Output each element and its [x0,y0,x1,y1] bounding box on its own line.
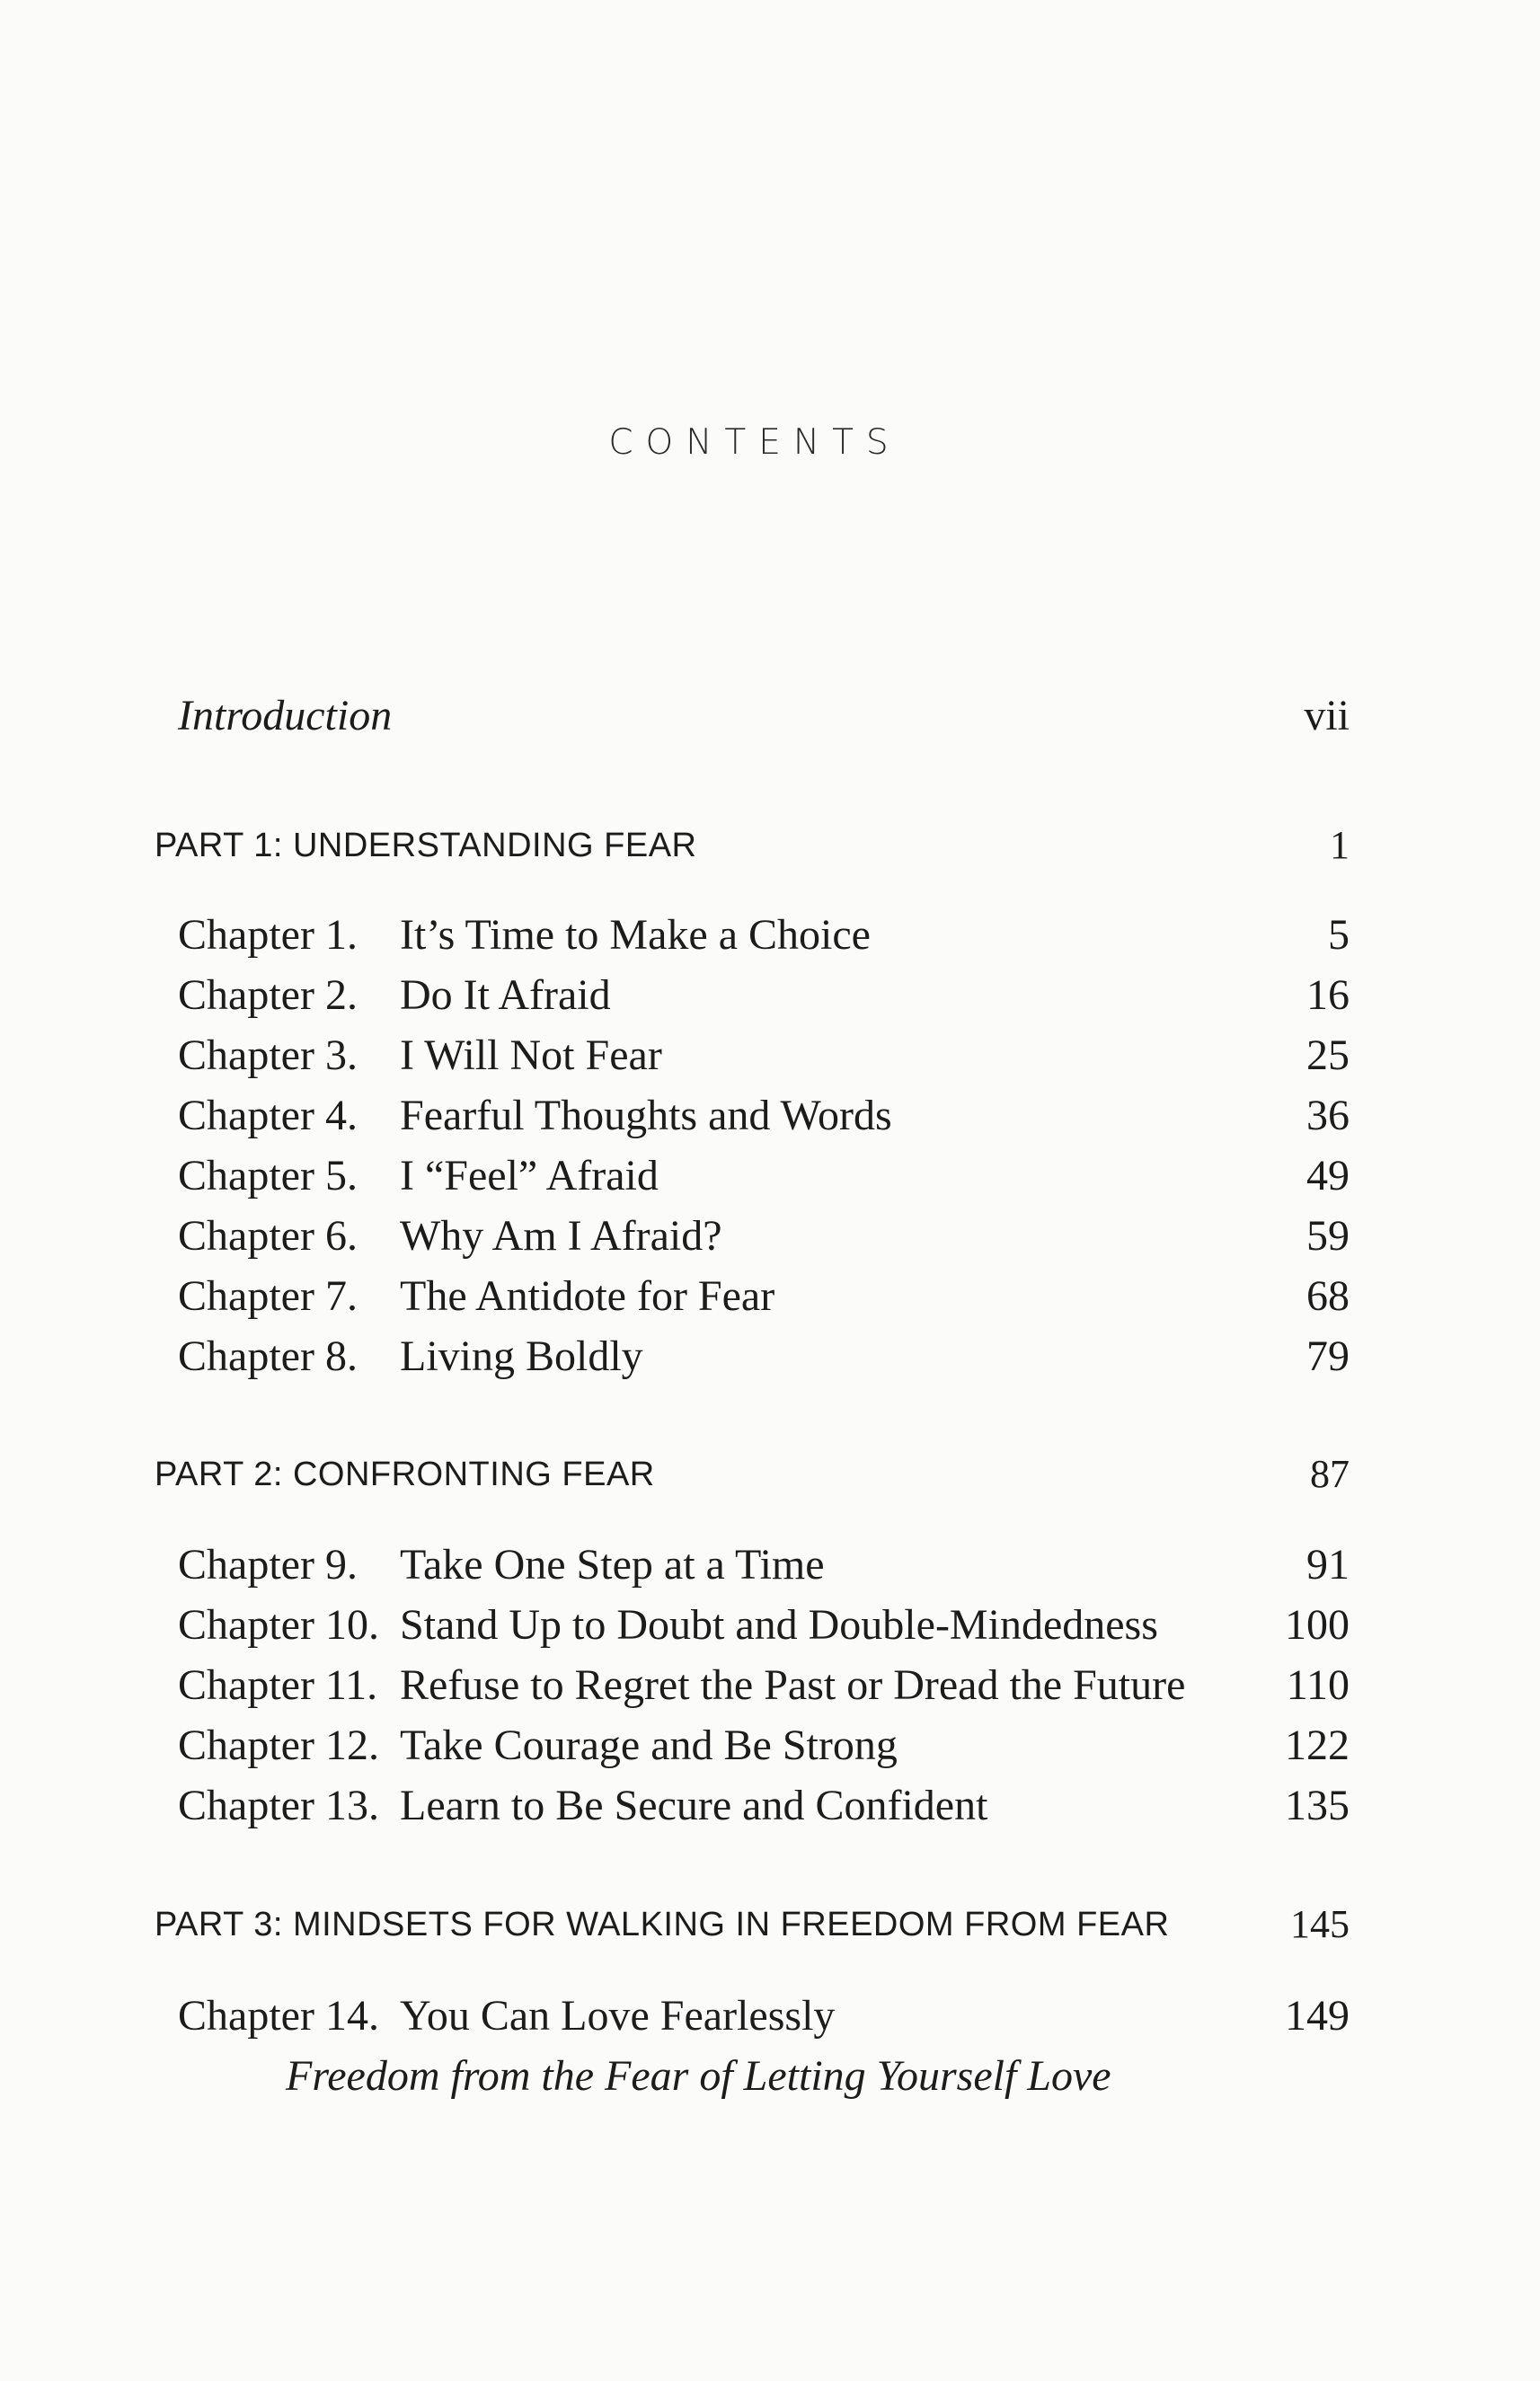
introduction-page: vii [1304,692,1350,739]
chapter-page: 59 [1306,1212,1350,1260]
contents-heading: CONTENTS [608,422,901,463]
toc-chapter-14-subtitle-row [0,2045,1540,2108]
chapter-page: 79 [1306,1332,1350,1380]
toc-chapter-3[interactable] [0,1024,1540,1087]
toc-part-2[interactable] [0,1443,1540,1506]
chapter-title: Stand Up to Doubt and Double-Mindedness [400,1601,1158,1649]
chapter-title: The Antidote for Fear [400,1272,775,1320]
chapter-page: 25 [1306,1031,1350,1079]
toc-chapter-4[interactable] [0,1084,1540,1147]
chapter-title: I “Feel” Afraid [400,1152,659,1199]
chapter-label: Chapter 7. [178,1272,358,1320]
toc-chapter-6[interactable] [0,1205,1540,1268]
toc-chapter-2[interactable] [0,964,1540,1027]
part-3-page: 145 [1290,1902,1350,1946]
chapter-title: Living Boldly [400,1332,643,1380]
chapter-page: 100 [1285,1601,1350,1649]
chapter-title: Why Am I Afraid? [400,1212,722,1260]
chapter-page: 16 [1306,971,1350,1019]
toc-part-1[interactable] [0,814,1540,877]
chapter-label: Chapter 4. [178,1092,358,1139]
chapter-title: Learn to Be Secure and Confident [400,1782,988,1829]
chapter-title: Take One Step at a Time [400,1541,825,1589]
chapter-label: Chapter 6. [178,1212,358,1260]
chapter-page: 135 [1285,1782,1350,1829]
part-3-title: PART 3: MINDSETS FOR WALKING IN FREEDOM FROM FEAR [155,1906,1170,1943]
chapter-title: Do It Afraid [400,971,611,1019]
chapter-label: Chapter 12. [178,1722,379,1769]
chapter-page: 49 [1306,1152,1350,1199]
toc-entry-introduction[interactable] [0,685,1540,748]
toc-chapter-8[interactable] [0,1325,1540,1388]
chapter-label: Chapter 14. [178,1992,379,2040]
chapter-title: Fearful Thoughts and Words [400,1092,892,1139]
chapter-title: I Will Not Fear [400,1031,662,1079]
chapter-page: 122 [1285,1722,1350,1769]
introduction-title: Introduction [178,692,393,739]
part-1-page: 1 [1330,823,1350,867]
chapter-label: Chapter 10. [178,1601,379,1649]
chapter-label: Chapter 13. [178,1782,379,1829]
chapter-page: 91 [1306,1541,1350,1589]
toc-chapter-13[interactable] [0,1775,1540,1837]
chapter-label: Chapter 8. [178,1332,358,1380]
toc-chapter-9[interactable] [0,1534,1540,1597]
toc-chapter-11[interactable] [0,1654,1540,1717]
chapter-title: Refuse to Regret the Past or Dread the Future [400,1661,1186,1709]
chapter-label: Chapter 1. [178,911,358,959]
chapter-title: You Can Love Fearlessly [400,1992,836,2040]
chapter-label: Chapter 5. [178,1152,358,1199]
chapter-subtitle: Freedom from the Fear of Letting Yourself Love [286,2052,1111,2100]
toc-chapter-5[interactable] [0,1145,1540,1208]
chapter-page: 110 [1286,1661,1350,1709]
chapter-label: Chapter 3. [178,1031,358,1079]
chapter-label: Chapter 9. [178,1541,358,1589]
chapter-page: 36 [1306,1092,1350,1139]
chapter-page: 149 [1285,1992,1350,2040]
part-2-page: 87 [1310,1452,1350,1496]
toc-chapter-10[interactable] [0,1594,1540,1657]
part-2-title: PART 2: CONFRONTING FEAR [155,1456,655,1493]
toc-chapter-14[interactable] [0,1985,1540,2048]
chapter-title: Take Courage and Be Strong [400,1722,898,1769]
toc-part-3[interactable] [0,1893,1540,1956]
part-1-title: PART 1: UNDERSTANDING FEAR [155,827,697,864]
chapter-page: 5 [1328,911,1350,959]
chapter-page: 68 [1306,1272,1350,1320]
toc-chapter-7[interactable] [0,1265,1540,1328]
toc-chapter-1[interactable] [0,904,1540,967]
chapter-title: It’s Time to Make a Choice [400,911,871,959]
toc-chapter-12[interactable] [0,1714,1540,1777]
chapter-label: Chapter 11. [178,1661,378,1709]
chapter-label: Chapter 2. [178,971,358,1019]
